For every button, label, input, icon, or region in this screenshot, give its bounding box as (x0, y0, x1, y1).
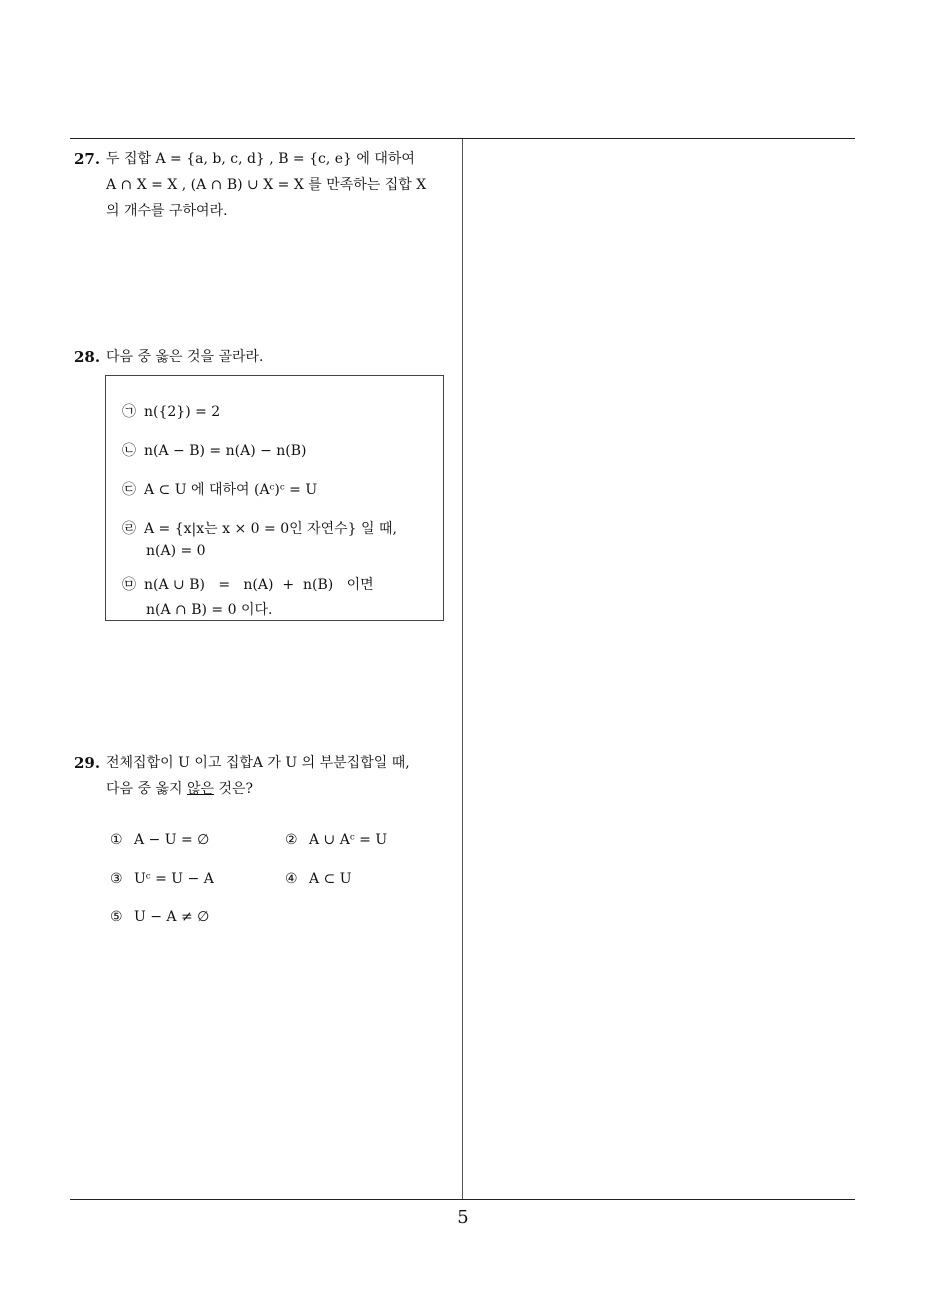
question-prompt: 다음 중 옳은 것을 골라라. (106, 349, 264, 365)
question-number: 27. (74, 150, 101, 168)
question-text-line: 전체집합이 U 이고 집합A 가 U 의 부분집합일 때, (106, 755, 410, 771)
statement-mark: ㉣ (122, 521, 136, 537)
page-number: 5 (457, 1207, 469, 1228)
bottom-rule (70, 1199, 855, 1200)
choice-text: A ⊂ U (309, 871, 352, 887)
statement-item (122, 401, 220, 421)
choice-text: U − A ≠ ∅ (134, 909, 210, 925)
answer-choice-2[interactable] (285, 832, 387, 848)
statement-text: A = {x|x는 x × 0 = 0인 자연수} 일 때, (144, 521, 397, 537)
choice-mark: ④ (285, 871, 298, 887)
choice-mark: ① (110, 832, 123, 848)
question-28 (74, 344, 456, 370)
statement-text-cont: n(A ∩ B) = 0 이다. (146, 602, 273, 618)
statement-mark: ㉡ (122, 443, 136, 459)
question-text-line (74, 776, 456, 802)
statement-text: n(A ∪ B) = n(A) + n(B) 이면 (144, 577, 374, 593)
question-text-line: 의 개수를 구하여라. (106, 203, 228, 219)
statement-mark: ㉠ (122, 404, 136, 420)
statement-mark: ㉤ (122, 577, 136, 593)
statement-item (122, 574, 374, 618)
choice-text: Uᶜ = U − A (134, 871, 214, 887)
statement-text: A ⊂ U 에 대하여 (Aᶜ)ᶜ = U (144, 482, 318, 498)
statement-item (122, 479, 317, 499)
question-text-post: 것은? (214, 781, 254, 797)
question-text-line: A ∩ X = X , (A ∩ B) ∪ X = X 를 만족하는 집합 X (106, 177, 427, 193)
question-text-underlined: 않은 (186, 781, 215, 797)
statement-text: n(A − B) = n(A) − n(B) (144, 443, 307, 459)
statement-text-cont: n(A) = 0 (146, 543, 206, 559)
statement-item (122, 518, 397, 559)
choice-mark: ② (285, 832, 298, 848)
question-number: 29. (74, 754, 101, 772)
statement-box (105, 375, 444, 621)
choice-text: A − U = ∅ (134, 832, 210, 848)
question-29 (74, 750, 456, 802)
statement-mark: ㉢ (122, 482, 136, 498)
statement-item (122, 440, 307, 460)
choice-text: A ∪ Aᶜ = U (309, 832, 388, 848)
question-number: 28. (74, 348, 101, 366)
answer-choice-1[interactable] (110, 832, 209, 848)
statement-text: n({2}) = 2 (144, 404, 221, 420)
answer-choice-5[interactable] (110, 909, 209, 925)
column-divider (462, 139, 463, 1200)
answer-choice-3[interactable] (110, 871, 214, 887)
choice-mark: ③ (110, 871, 123, 887)
question-27 (74, 146, 456, 224)
choice-mark: ⑤ (110, 909, 123, 925)
question-text-line: 두 집합 A = {a, b, c, d} , B = {c, e} 에 대하여 (106, 151, 415, 167)
question-text-pre: 다음 중 옳지 (106, 781, 187, 797)
answer-choice-4[interactable] (285, 871, 352, 887)
